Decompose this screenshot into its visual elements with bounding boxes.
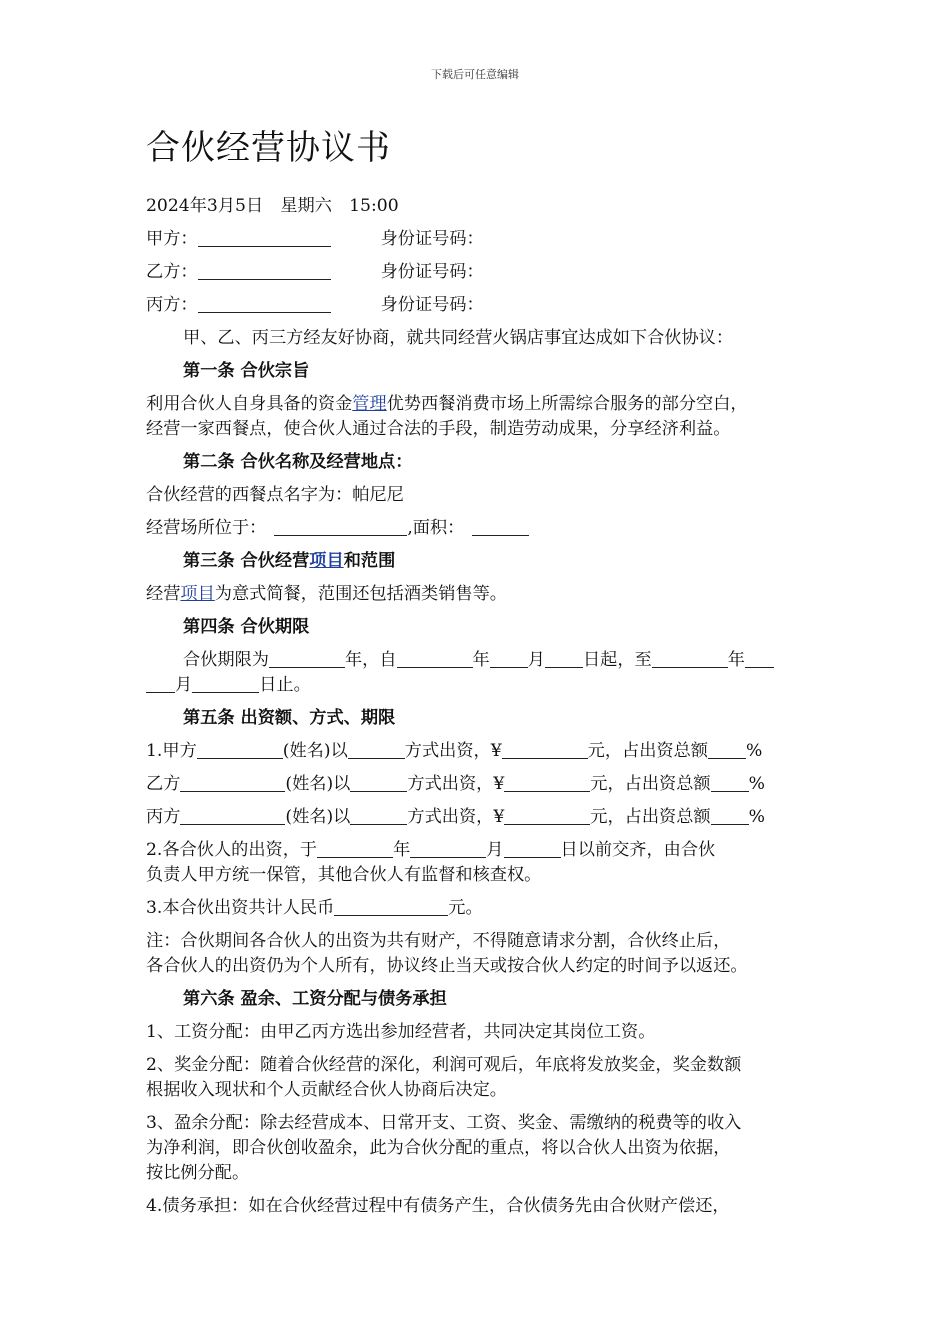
location-line: 经营场所位于： ,面积： bbox=[146, 516, 529, 541]
party-label: 乙方： bbox=[146, 262, 198, 282]
party-name-blank bbox=[198, 228, 331, 247]
id-label: 身份证号码： bbox=[380, 262, 484, 282]
id-label: 身份证号码： bbox=[380, 229, 484, 249]
article-1-line-1: 利用合伙人自身具备的资金管理优势西餐消费市场上所需综合服务的部分空白， bbox=[146, 394, 748, 414]
intro-paragraph: 甲、乙、丙三方经友好协商，就共同经营火锅店事宜达成如下合伙协议： bbox=[183, 328, 734, 348]
article-3-heading: 第三条 合伙经营项目和范围 bbox=[183, 551, 396, 571]
party-name-blank bbox=[198, 261, 331, 280]
link-management[interactable]: 管理 bbox=[352, 394, 387, 414]
business-scope-line: 经营项目为意式简餐，范围还包括酒类销售等。 bbox=[146, 584, 507, 604]
shop-name-line: 合伙经营的西餐点名字为：帕尼尼 bbox=[146, 485, 404, 505]
total-capital-line: 3.本合伙出资共计人民币 元。 bbox=[146, 898, 483, 918]
article-1-heading: 第一条 合伙宗旨 bbox=[183, 361, 310, 381]
article-4-heading: 第四条 合伙期限 bbox=[183, 617, 310, 637]
contribution-row-jia: 1.甲方 (姓名)以 方式出资，¥ 元，占出资总额 % bbox=[146, 741, 763, 761]
area-blank bbox=[472, 517, 529, 536]
term-line-1: 合伙期限为 年，自 年 月 日起，至 年 bbox=[183, 648, 774, 673]
party-name-blank bbox=[198, 294, 331, 313]
debt-item-line-1: 4.债务承担：如在合伙经营过程中有债务产生，合伙债务先由合伙财产偿还， bbox=[146, 1196, 730, 1216]
contribution-row-bing: 丙方 (姓名)以 方式出资，¥ 元，占出资总额 % bbox=[146, 807, 765, 827]
contribution-row-yi: 乙方 (姓名)以 方式出资，¥ 元，占出资总额 % bbox=[146, 774, 765, 794]
note-line-1: 注：合伙期间各合伙人的出资为共有财产，不得随意请求分割，合伙终止后， bbox=[146, 931, 731, 951]
article-1-line-2: 经营一家西餐点，使合伙人通过合法的手段，制造劳动成果，分享经济利益。 bbox=[146, 419, 731, 439]
document-title: 合伙经营协议书 bbox=[146, 128, 391, 168]
wage-item: 1、工资分配：由甲乙丙方选出参加经营者，共同决定其岗位工资。 bbox=[146, 1022, 656, 1042]
term-line-2: 月 日止。 bbox=[146, 673, 311, 698]
surplus-item-line-1: 3、盈余分配：除去经营成本、日常开支、工资、奖金、需缴纳的税费等的收入 bbox=[146, 1113, 742, 1133]
id-label: 身份证号码： bbox=[380, 295, 484, 315]
note-line-2: 各合伙人的出资仍为个人所有，协议终止当天或按合伙人约定的时间予以返还。 bbox=[146, 956, 748, 976]
article-6-heading: 第六条 盈余、工资分配与债务承担 bbox=[183, 989, 447, 1009]
bonus-item-line-1: 2、奖金分配：随着合伙经营的深化，利润可观后，年底将发放奖金，奖金数额 bbox=[146, 1055, 742, 1075]
location-blank bbox=[274, 517, 407, 536]
article-2-heading: 第二条 合伙名称及经营地点： bbox=[183, 452, 413, 472]
party-row-jia bbox=[146, 227, 484, 252]
surplus-item-line-2: 为净利润，即合伙创收盈余，此为合伙分配的重点，将以合伙人出资为依据， bbox=[146, 1138, 731, 1158]
page-header: 下载后可任意编辑 bbox=[431, 68, 519, 81]
party-label: 甲方： bbox=[146, 229, 198, 249]
party-row-bing bbox=[146, 293, 484, 318]
party-row-yi bbox=[146, 260, 484, 285]
link-project[interactable]: 项目 bbox=[180, 584, 215, 604]
article-5-heading: 第五条 出资额、方式、期限 bbox=[183, 708, 396, 728]
deposit-line-2: 负责人甲方统一保管，其他合伙人有监督和核查权。 bbox=[146, 865, 542, 885]
surplus-item-line-3: 按比例分配。 bbox=[146, 1163, 250, 1183]
date-line: 2024年3月5日 星期六 15:00 bbox=[146, 196, 399, 216]
bonus-item-line-2: 根据收入现状和个人贡献经合伙人协商后决定。 bbox=[146, 1080, 507, 1100]
deposit-line-1: 2.各合伙人的出资，于 年 月 日以前交齐，由合伙 bbox=[146, 840, 716, 860]
link-project-heading[interactable]: 项目 bbox=[309, 551, 344, 571]
party-label: 丙方： bbox=[146, 295, 198, 315]
